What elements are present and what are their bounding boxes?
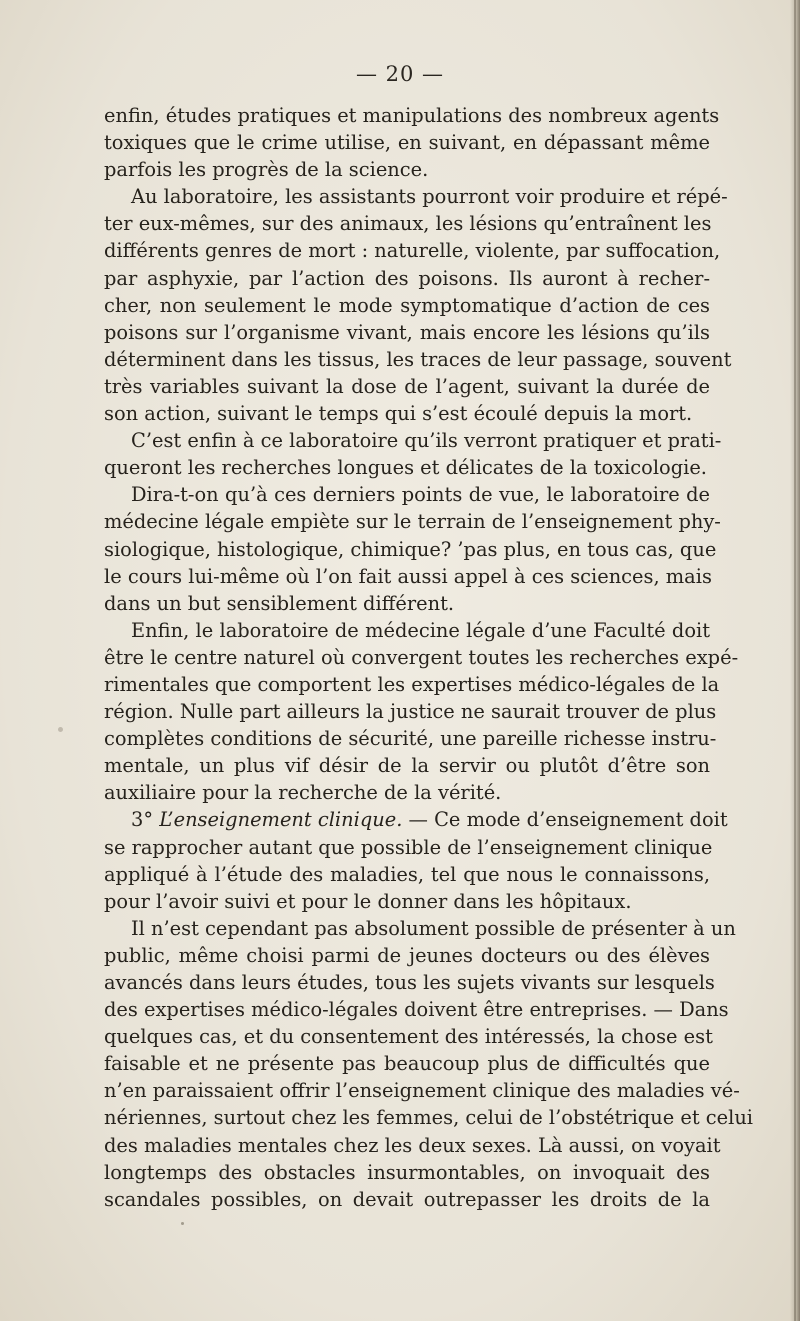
page-number: — 20 — xyxy=(355,62,445,86)
text-line: déterminent dans les tissus, les traces de leur passage, souvent xyxy=(104,347,732,371)
text-line: le cours lui-même où l’on fait aussi appel à ces sciences, mais xyxy=(104,564,712,588)
section-number: 3° xyxy=(131,808,160,832)
text-line: public, même choisi parmi de jeunes docteurs ou des élèves xyxy=(104,943,710,967)
text-line: très variables suivant la dose de l’agent, suivant la durée de xyxy=(104,374,710,398)
text-line: siologique, histologique, chimique? ’pas plus, en tous cas, que xyxy=(104,537,717,561)
text-line: poisons sur l’organisme vivant, mais encore les lésions qu’ils xyxy=(104,320,710,344)
body-text xyxy=(104,102,754,1213)
text-line: être le centre naturel où convergent toutes les recherches expé- xyxy=(104,645,739,669)
text-line: enfin, études pratiques et manipulations des nombreux agents xyxy=(104,104,720,127)
text-line: par asphyxie, par l’action des poisons. Ils auront à recher- xyxy=(104,266,710,290)
text-line: ter eux-mêmes, sur des animaux, les lésions qu’entraînent les xyxy=(104,212,712,236)
text-line: pour l’avoir suivi et pour le donner dans les hôpitaux. xyxy=(104,889,632,913)
text-line: mentale, un plus vif désir de la servir ou plutôt d’être son xyxy=(104,754,710,778)
section-heading: L’enseignement clinique. xyxy=(159,808,403,832)
text-line: appliqué à l’étude des maladies, tel que nous le connaissons, xyxy=(104,862,710,886)
text-line: se rapprocher autant que possible de l’enseignement clinique xyxy=(104,835,713,859)
text-line: des maladies mentales chez les deux sexes. Là aussi, on voyait xyxy=(104,1133,721,1157)
text-line: avancés dans leurs études, tous les sujets vivants sur lesquels xyxy=(104,971,715,994)
text-line: différents genres de mort : naturelle, violente, par suffocation, xyxy=(104,239,721,263)
text-line: C’est enfin à ce laboratoire qu’ils verront pratiquer et prati- xyxy=(131,429,722,453)
text-line: faisable et ne présente pas beaucoup plus de difficultés que xyxy=(104,1052,710,1076)
text-line: rimentales que comportent les expertises médico-légales de la xyxy=(104,672,720,696)
text-line: toxiques que le crime utilise, en suivant, en dépassant même xyxy=(104,131,710,155)
text-line: n’en paraissaient offrir l’enseignement clinique des maladies vé- xyxy=(104,1079,740,1103)
text-line: parfois les progrès de la science. xyxy=(104,158,429,182)
text-line: longtemps des obstacles insurmontables, on invoquait des xyxy=(104,1160,710,1184)
text-line: Il n’est cependant pas absolument possible de présenter à un xyxy=(131,916,736,940)
text-line: Au laboratoire, les assistants pourront voir produire et répé- xyxy=(131,185,728,209)
text-line: cher, non seulement le mode symptomatique d’action de ces xyxy=(104,293,710,317)
text-line xyxy=(104,806,728,833)
paper-speck xyxy=(181,1222,184,1225)
text-line: quelques cas, et du consentement des intéressés, la chose est xyxy=(104,1025,713,1049)
text-line: scandales possibles, on devait outrepasser les droits de la xyxy=(104,1187,710,1211)
text-line: Dira-t-on qu’à ces derniers points de vue, le laboratoire de xyxy=(131,483,710,507)
text-line: nériennes, surtout chez les femmes, celui de l’obstétrique et celui xyxy=(104,1106,754,1130)
page-edge-line xyxy=(794,0,796,1321)
text-line: médecine légale empiète sur le terrain de l’enseignement phy- xyxy=(104,510,721,534)
text-line: région. Nulle part ailleurs la justice ne saurait trouver de plus xyxy=(104,700,717,724)
text-line: complètes conditions de sécurité, une pareille richesse instru- xyxy=(104,727,717,751)
text-line: dans un but sensiblement différent. xyxy=(104,591,455,615)
text-line: Enfin, le laboratoire de médecine légale d’une Faculté doit xyxy=(131,618,710,642)
text-line: son action, suivant le temps qui s’est écoulé depuis la mort. xyxy=(104,402,693,426)
text-segment: — Ce mode d’enseignement doit xyxy=(402,808,728,832)
paper-speck xyxy=(58,727,63,732)
text-line: queront les recherches longues et délicates de la toxicologie. xyxy=(104,456,707,480)
text-line: auxiliaire pour la recherche de la vérité. xyxy=(104,781,502,805)
text-line: des expertises médico-légales doivent être entreprises. — Dans xyxy=(104,998,729,1022)
